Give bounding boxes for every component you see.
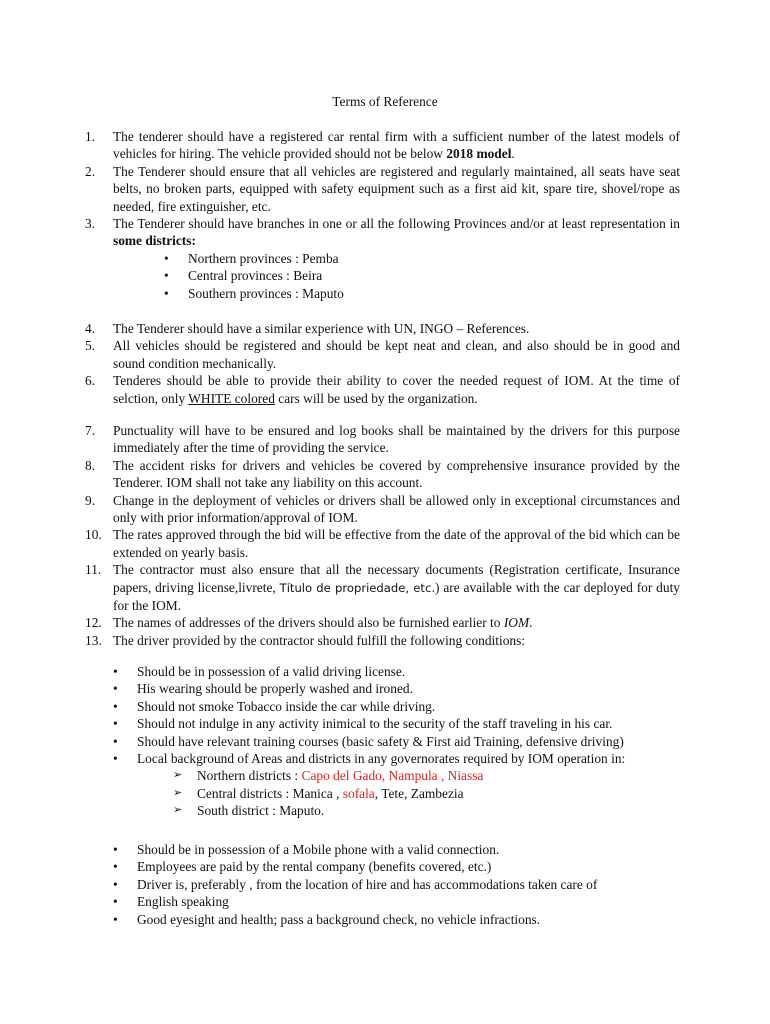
item-number: 13. — [85, 632, 102, 648]
bullet-icon: • — [113, 716, 118, 732]
list-item — [85, 457, 680, 492]
item-text: The Tenderer should have branches in one or all the following Provinces and/or at least representation in — [113, 216, 680, 232]
condition-text: Should not indulge in any activity inimical to the security of the staff traveling in his car. — [137, 716, 613, 732]
province-text: Northern provinces : Pemba — [188, 250, 339, 266]
condition-text: Should not smoke Tobacco inside the car while driving. — [137, 698, 436, 714]
list-item — [85, 614, 680, 631]
item-underlined-text: WHITE colored — [188, 390, 275, 406]
list-item — [164, 285, 680, 302]
item-sans-text: Título de propriedade, etc. — [279, 580, 436, 595]
item-text: The rates approved through the bid will be effective from the date of the approval of the bid which can be extended on yearly basis. — [113, 527, 680, 560]
arrow-bullet-icon: ➢ — [173, 769, 183, 782]
item-text: The names of addresses of the drivers should also be furnished earlier to — [113, 615, 504, 631]
bullet-icon: • — [113, 751, 118, 767]
list-item — [113, 750, 693, 767]
list-block-1 — [85, 128, 680, 302]
bullet-icon: • — [113, 681, 118, 697]
item-text: . — [529, 615, 533, 631]
bullet-icon: • — [164, 250, 169, 266]
list-item — [85, 372, 680, 407]
list-item — [85, 492, 680, 527]
item-text: Change in the deployment of vehicles or drivers shall be allowed only in exceptional circumstances and only with prior information/approval of IOM. — [113, 492, 680, 526]
condition-text: Should be in possession of a valid driving license. — [137, 664, 406, 679]
list-item — [113, 680, 693, 697]
item-number: 5. — [85, 338, 96, 354]
item-number: 11. — [85, 562, 102, 578]
list-item — [85, 320, 680, 337]
bullet-icon: • — [113, 911, 118, 927]
bullet-icon: • — [113, 876, 118, 892]
list-block-2 — [85, 320, 680, 407]
item-number: 9. — [85, 492, 96, 508]
condition-text: Local background of Areas and districts in any governorates required by IOM operation in: — [137, 751, 626, 767]
district-list — [113, 767, 693, 819]
list-item — [113, 841, 693, 858]
item-number: 12. — [85, 615, 102, 631]
list-item — [113, 698, 693, 715]
list-item — [113, 893, 693, 910]
item-text: cars will be used by the organization. — [274, 390, 478, 406]
item-text: The driver provided by the contractor should fulfill the following conditions: — [113, 632, 526, 648]
item-number: 8. — [85, 457, 96, 473]
district-label: Central districts : Manica , — [197, 785, 343, 801]
item-text: The accident risks for drivers and vehicles be covered by comprehensive insurance provided by the Tenderer. IOM shall not take any liability on this account. — [113, 457, 680, 491]
item-text: Tenderes should be able to provide their ability to cover the needed request of IOM. At the time of selction, only — [113, 373, 680, 406]
condition-text: Driver is, preferably , from the location of hire and has accommodations taken care of — [137, 876, 598, 892]
list-item — [85, 215, 680, 250]
list-item — [113, 911, 693, 928]
item-number: 3. — [85, 216, 96, 232]
item-text: . — [511, 146, 515, 162]
province-text: Southern provinces : Maputo — [188, 285, 344, 301]
condition-text: His wearing should be properly washed and ironed. — [137, 681, 413, 697]
document-title: Terms of Reference — [332, 94, 438, 109]
bullet-icon: • — [113, 842, 118, 857]
item-number: 1. — [85, 129, 96, 144]
item-bold-text: 2018 model — [446, 146, 512, 162]
list-item — [85, 422, 680, 457]
list-item — [164, 267, 680, 284]
condition-text: Should be in possession of a Mobile phone with a valid connection. — [137, 842, 500, 857]
conditions-list-b — [113, 841, 693, 928]
bullet-icon: • — [113, 664, 118, 679]
list-item — [113, 733, 693, 750]
bullet-icon: • — [113, 733, 118, 749]
condition-text: Should have relevant training courses (basic safety & First aid Training, defensive driving) — [137, 733, 624, 749]
item-bold-text: some districts: — [113, 233, 196, 249]
province-list — [85, 250, 680, 302]
conditions-list-a — [113, 663, 693, 820]
bullet-icon: • — [113, 698, 118, 714]
arrow-bullet-icon: ➢ — [173, 804, 183, 817]
arrow-bullet-icon: ➢ — [173, 786, 183, 799]
list-item — [173, 802, 693, 819]
list-item — [173, 785, 693, 802]
item-text: The Tenderer should ensure that all vehicles are registered and regularly maintained, all seats have seat belts, no broken parts, equipped with safety equipment such as a first aid kit, spare tire, shovel/rope as needed, fire extinguisher, etc. — [113, 163, 680, 214]
list-item — [85, 632, 680, 649]
item-text: ) are available with the car deployed for duty for the IOM. — [113, 579, 680, 614]
list-item — [113, 663, 693, 680]
list-item — [173, 767, 693, 784]
item-text: The contractor must also ensure that all the necessary documents (Registration certificate, Insurance papers, driving license,livrete, — [113, 562, 680, 595]
item-text: All vehicles should be registered and should be kept neat and clean, and also should be in good and sound condition mechanically. — [113, 338, 680, 371]
list-item — [85, 337, 680, 372]
list-item — [85, 526, 680, 561]
list-item — [85, 128, 680, 163]
item-italic-text: IOM — [503, 615, 530, 631]
district-highlight: Capo del Gado, Nampula , Niassa — [301, 768, 484, 784]
item-number: 10. — [85, 527, 102, 543]
list-block-3 — [85, 422, 680, 649]
list-item — [85, 163, 680, 215]
item-number: 7. — [85, 423, 96, 438]
list-item — [113, 876, 693, 893]
list-item — [113, 715, 693, 732]
bullet-icon: • — [113, 859, 118, 875]
item-text: The Tenderer should have a similar experience with UN, INGO – References. — [113, 321, 530, 336]
bullet-icon: • — [113, 894, 118, 910]
item-number: 2. — [85, 163, 96, 179]
item-text: The tenderer should have a registered car rental firm with a sufficient number of the latest models of vehicles for hiring. The vehicle provided should not be below — [113, 129, 680, 162]
item-text: Punctuality will have to be ensured and log books shall be maintained by the drivers for this purpose immediately after the time of providing the service. — [113, 423, 680, 456]
province-text: Central provinces : Beira — [188, 268, 323, 284]
item-number: 6. — [85, 373, 96, 389]
condition-text: Good eyesight and health; pass a background check, no vehicle infractions. — [137, 911, 541, 927]
condition-text: English speaking — [137, 894, 229, 910]
district-label: South district : Maputo. — [197, 803, 325, 819]
district-highlight: sofala — [342, 785, 375, 801]
list-item — [85, 561, 680, 614]
list-item — [164, 250, 680, 267]
bullet-icon: • — [164, 268, 169, 284]
list-item — [113, 858, 693, 875]
district-label: Northern districts : — [197, 768, 302, 784]
bullet-icon: • — [164, 285, 169, 301]
district-text: , Tete, Zambezia — [374, 785, 464, 801]
item-number: 4. — [85, 321, 96, 336]
condition-text: Employees are paid by the rental company (benefits covered, etc.) — [137, 859, 492, 875]
